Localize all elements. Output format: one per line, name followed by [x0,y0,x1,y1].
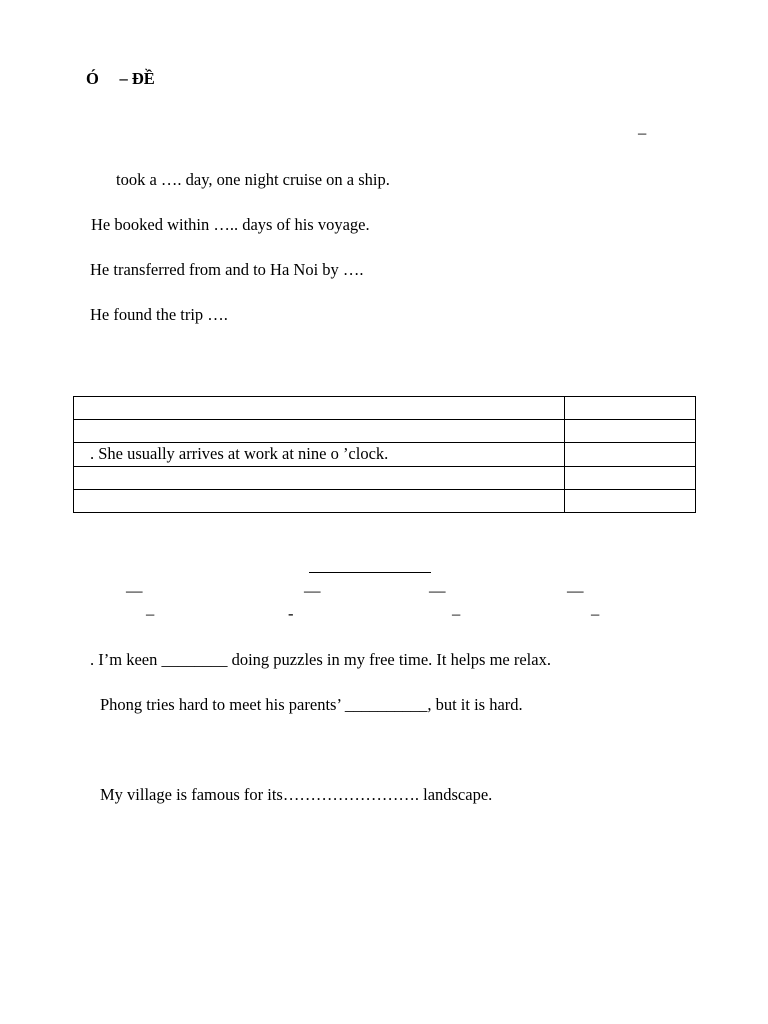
sentence-1: . I’m keen ________ doing puzzles in my free time. It helps me relax. [90,650,551,669]
sentence-2: Phong tries hard to meet his parents’ __________, but it is hard. [100,695,523,714]
question-line-2: He booked within ….. days of his voyage. [91,215,370,234]
question-line-3: He transferred from and to Ha Noi by …. [90,260,364,279]
dash-mark: — [429,581,446,600]
table-cell [565,489,696,512]
table-cell [74,420,565,443]
table-cell [74,397,565,420]
dash-mark: – [452,604,461,623]
question-line-4: He found the trip …. [90,305,228,324]
table-cell [565,443,696,466]
table-cell [74,466,565,489]
dash-mark: – [146,604,155,623]
dash-mark: - [288,604,294,623]
table-cell [565,466,696,489]
table-row [74,466,696,489]
table-row [74,443,696,466]
table-cell [565,420,696,443]
table-row [74,420,696,443]
page-title: Ó – ĐỀ [86,69,155,88]
header-dash: – [638,123,647,142]
table-cell: . She usually arrives at work at nine o ’clock. [74,443,565,466]
dash-mark: — [126,581,143,600]
table-row [74,489,696,512]
dash-mark: – [591,604,600,623]
table-row [74,397,696,420]
answer-table [73,396,696,513]
table-cell [74,489,565,512]
section-underline [309,572,431,573]
dash-mark: — [304,581,321,600]
dash-mark: — [567,581,584,600]
question-line-1: took a …. day, one night cruise on a ship. [116,170,390,189]
sentence-3: My village is famous for its……………………. landscape. [100,785,493,804]
table-cell [565,397,696,420]
